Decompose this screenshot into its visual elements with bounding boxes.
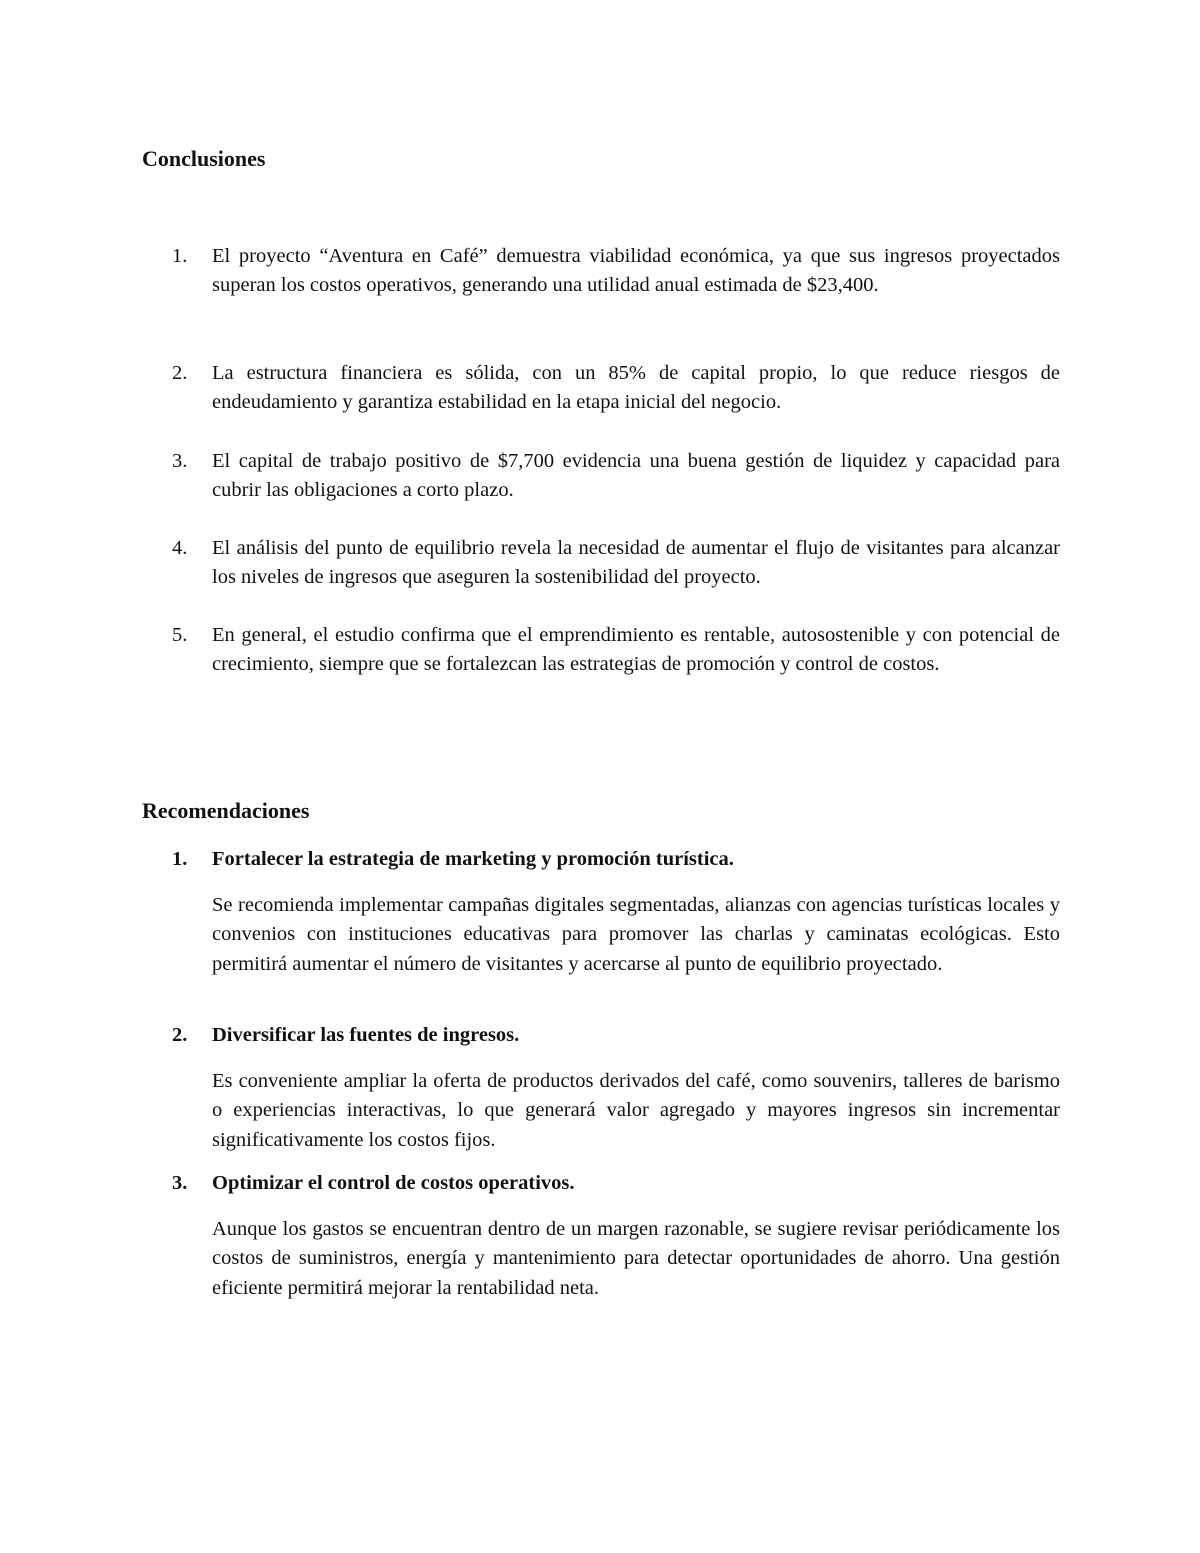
conclusion-item-3 [172,447,1060,505]
recommendation-title: Optimizar el control de costos operativos. [212,1172,575,1194]
recommendation-body: Se recomienda implementar campañas digitales segmentadas, alianzas con agencias turísticas locales y convenios con instituciones educativas para promover las charlas y caminatas ecológicas. Esto permitirá aumentar el número de visitantes y acercarse al punto de equilibrio proyectado. [212,893,1060,975]
conclusion-text: El proyecto “Aventura en Café” demuestra viabilidad económica, ya que sus ingresos proyectados superan los costos operativos, generando una utilidad anual estimada de $23,400. [212,245,1060,296]
conclusiones-heading: Conclusiones [142,146,266,171]
recommendation-item-1 [172,845,1060,979]
recommendation-body: Aunque los gastos se encuentran dentro de un margen razonable, se sugiere revisar periódicamente los costos de suministros, energía y mantenimiento para detectar oportunidades de ahorro. Una gestión eficiente permitirá mejorar la rentabilidad neta. [212,1217,1060,1299]
conclusion-text: La estructura financiera es sólida, con un 85% de capital propio, lo que reduce riesgos de endeudamiento y garantiza estabilidad en la etapa inicial del negocio. [212,362,1060,413]
recommendation-item-3 [172,1169,1060,1303]
recommendation-title: Diversificar las fuentes de ingresos. [212,1024,520,1046]
conclusion-number: 3. [172,450,188,472]
recommendation-number: 2. [172,1024,188,1046]
conclusion-text: El análisis del punto de equilibrio revela la necesidad de aumentar el flujo de visitantes para alcanzar los niveles de ingresos que aseguren la sostenibilidad del proyecto. [212,537,1060,588]
recommendation-body: Es conveniente ampliar la oferta de productos derivados del café, como souvenirs, talleres de barismo o experiencias interactivas, lo que generará valor agregado y mayores ingresos sin incrementar significativamente los costos fijos. [212,1069,1060,1151]
conclusion-item-2 [172,359,1060,417]
recomendaciones-heading: Recomendaciones [142,798,310,823]
conclusion-number: 2. [172,362,188,384]
conclusion-text: El capital de trabajo positivo de $7,700 evidencia una buena gestión de liquidez y capacidad para cubrir las obligaciones a corto plazo. [212,450,1060,501]
conclusion-number: 5. [172,624,188,646]
conclusion-number: 1. [172,245,188,267]
conclusion-text: En general, el estudio confirma que el emprendimiento es rentable, autosostenible y con potencial de crecimiento, siempre que se fortalezcan las estrategias de promoción y control de costos. [212,624,1060,675]
conclusion-item-1 [172,242,1060,300]
recommendation-number: 3. [172,1172,188,1194]
conclusion-item-5 [172,621,1060,679]
conclusion-number: 4. [172,537,188,559]
recommendation-number: 1. [172,848,188,870]
recommendation-item-2 [172,1021,1060,1155]
conclusion-item-4 [172,534,1060,592]
recommendation-title: Fortalecer la estrategia de marketing y promoción turística. [212,848,734,870]
